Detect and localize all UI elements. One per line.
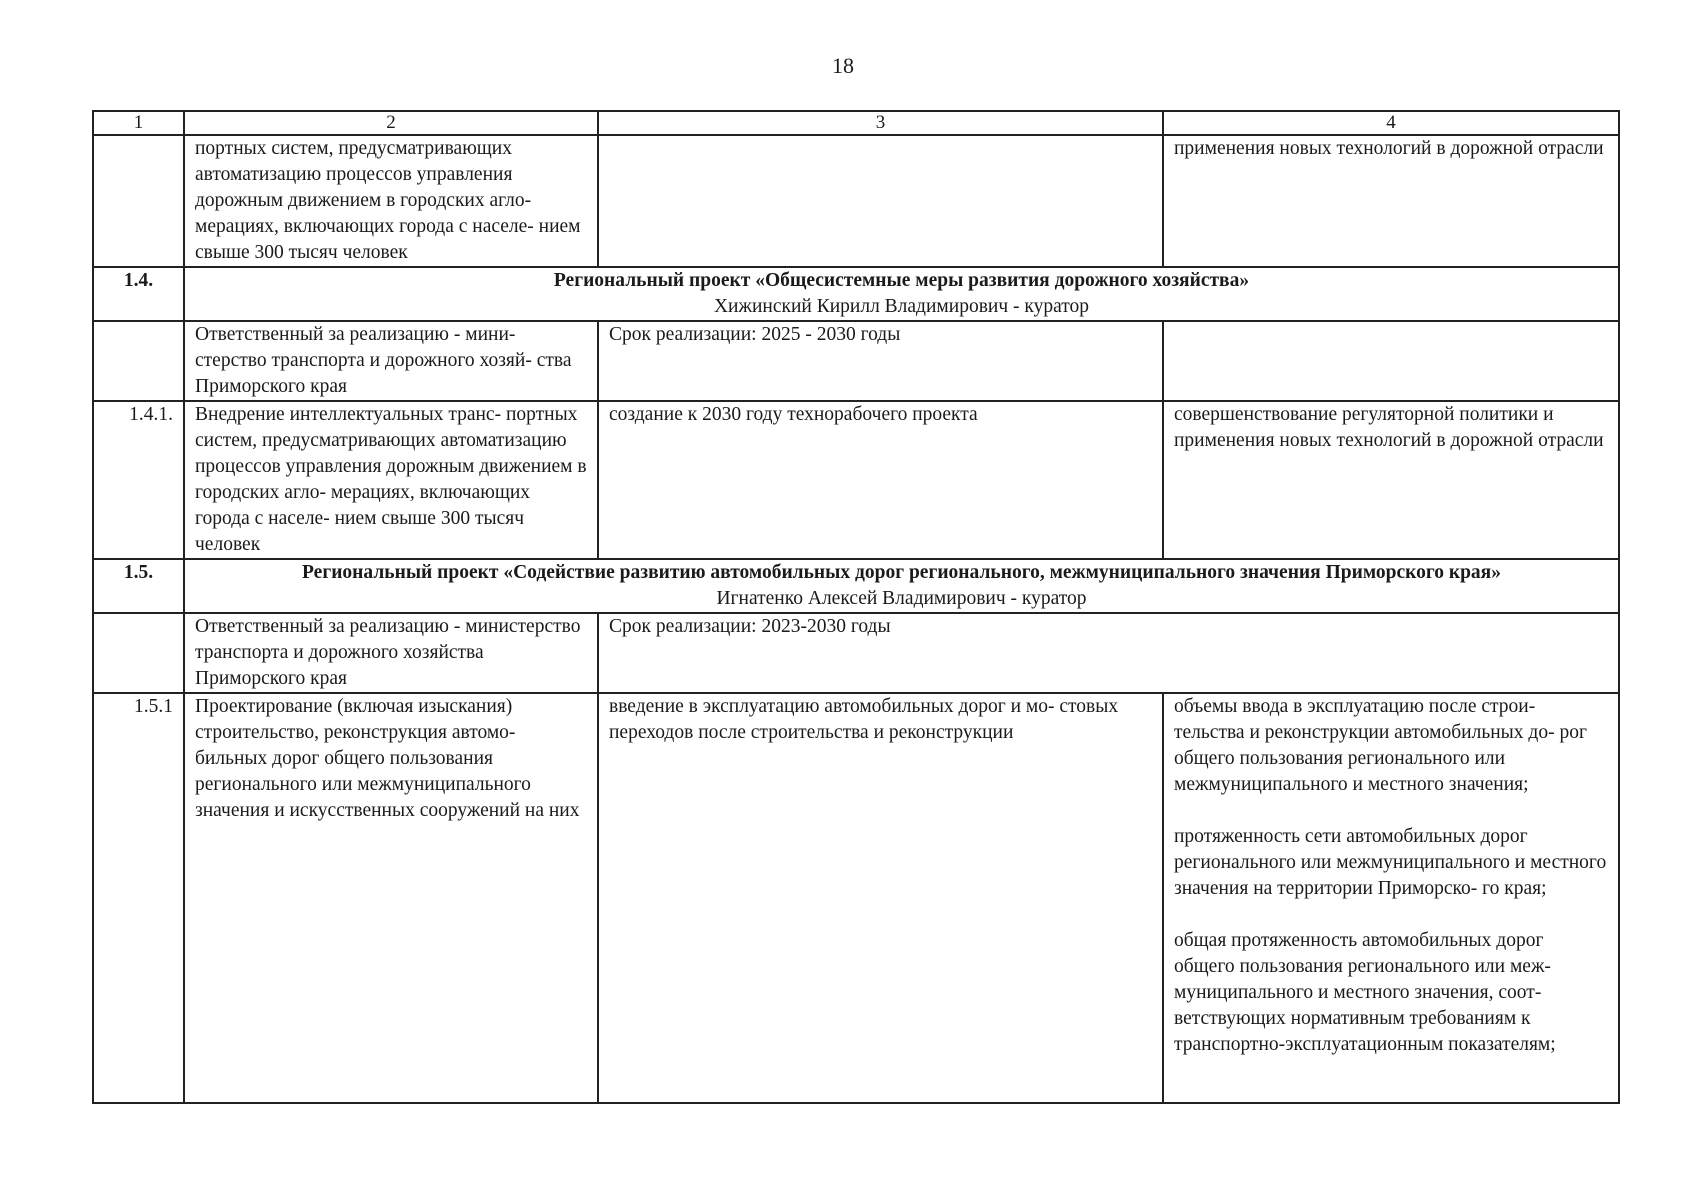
section-title: Региональный проект «Общесистемные меры развития дорожного хозяйства» [553,270,1250,291]
responsible-cell: Ответственный за реализацию - министерство транспорта и дорожного хозяйства Приморского края [184,613,598,693]
section-row-1-4 [93,267,1619,321]
result-cell: введение в эксплуатацию автомобильных дорог и мо- стовых переходов после строительства и реконструкции [598,693,1163,1103]
row-number-cell [93,613,184,693]
term-cell: Срок реализации: 2025 - 2030 годы [598,321,1163,401]
result-cell [598,135,1163,267]
link-cell: применения новых технологий в дорожной отрасли [1163,135,1619,267]
measures-table [92,110,1620,1104]
indicator-paragraph: протяженность сети автомобильных дорог регионального или межмуниципального и местного значения на территории Приморско- го края; [1174,826,1607,899]
section-title: Региональный проект «Содействие развитию автомобильных дорог регионального, межмуниципального значения Приморского края» [302,562,1501,583]
term-cell: Срок реализации: 2023-2030 годы [598,613,1619,693]
column-header: 1 [93,111,184,135]
section-number: 1.4. [93,267,184,321]
link-cell [1163,693,1619,1103]
section-header [184,267,1619,321]
column-header: 2 [184,111,598,135]
row-number: 1.5.1 [93,693,184,1103]
section-number: 1.5. [93,559,184,613]
table-row [93,693,1619,1103]
link-cell: совершенствование регуляторной политики и применения новых технологий в дорожной отрасли [1163,401,1619,559]
measure-cell: портных систем, предусматривающих автоматизацию процессов управления дорожным движением в городских агло- мерациях, включающих города с населе- нием свыше 300 тысяч человек [184,135,598,267]
indicator-paragraph: общая протяженность автомобильных дорог общего пользования регионального или меж- муниципального и местного значения, соот- ветствующих нормативным требованиям к транспортно-эксплуатационным показателям; [1174,930,1556,1055]
section-curator: Игнатенко Алексей Владимирович - куратор [716,588,1087,609]
column-header: 3 [598,111,1163,135]
measure-cell: Внедрение интеллектуальных транс- портных систем, предусматривающих автоматизацию процессов управления дорожным движением в городских агло- мерациях, включающих города с населе- нием свыше 300 тысяч человек [184,401,598,559]
table-row [93,613,1619,693]
result-cell: создание к 2030 году технорабочего проекта [598,401,1163,559]
responsible-cell: Ответственный за реализацию - мини- стерство транспорта и дорожного хозяй- ства Приморского края [184,321,598,401]
section-row-1-5 [93,559,1619,613]
table-row [93,135,1619,267]
row-number-cell [93,321,184,401]
indicator-paragraph: объемы ввода в эксплуатацию после строи- тельства и реконструкции автомобильных до- рог общего пользования регионального или межмуниципального и местного значения; [1174,696,1587,795]
section-header [184,559,1619,613]
section-curator: Хижинский Кирилл Владимирович - куратор [713,296,1090,317]
measure-cell: Проектирование (включая изыскания) строительство, реконструкция автомо- бильных дорог общего пользования регионального или межмуниципального значения и искусственных сооружений на них [184,693,598,1103]
table-row [93,321,1619,401]
column-number-row [93,111,1619,135]
page-number: 18 [832,53,854,78]
table-row [93,401,1619,559]
column-header: 4 [1163,111,1619,135]
row-number: 1.4.1. [93,401,184,559]
link-cell [1163,321,1619,401]
row-number-cell [93,135,184,267]
